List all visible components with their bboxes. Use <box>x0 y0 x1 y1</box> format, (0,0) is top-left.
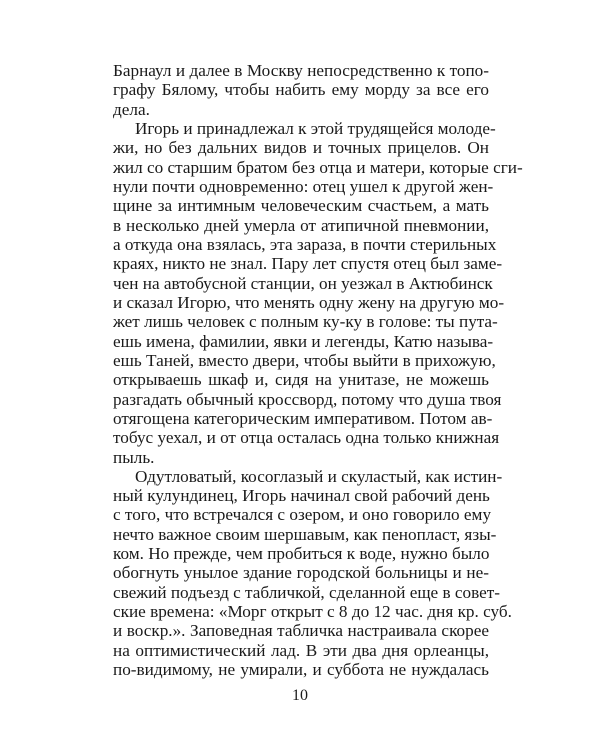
text-line: Одутловатый, косоглазый и скуластый, как истин- <box>135 466 503 486</box>
text-line: и воскр.». Заповедная табличка настраивала скорее <box>113 621 489 641</box>
text-line: дела. <box>113 99 150 119</box>
text-line: тобус уехал, и от отца осталась одна только книжная <box>113 428 500 448</box>
page-number: 10 <box>292 687 308 704</box>
text-line: в несколько дней умерла от атипичной пневмонии, <box>113 215 489 235</box>
text-line: жи, но без дальних видов и точных прицелов. Он <box>113 138 489 158</box>
text-line: с того, что встречался с озером, и оно говорило ему <box>113 505 492 525</box>
text-line: краях, никто не знал. Пару лет спустя отец был заме- <box>113 254 503 274</box>
text-line: свежий подъезд с табличкой, сделанной еще в совет- <box>113 582 500 602</box>
text-line: а откуда она взялась, эта зараза, в почти стерильных <box>113 234 497 254</box>
text-line: ком. Но прежде, чем пробиться к воде, нужно было <box>113 544 490 564</box>
text-line: Барнаул и далее в Москву непосредственно к топо- <box>113 61 489 80</box>
text-line: ешь Таней, вместо двери, чтобы выйти в прихожую, <box>113 350 496 370</box>
text-line: обогнуть унылое здание городской больницы и не- <box>113 563 489 583</box>
text-line: графу Бялому, чтобы набить ему морду за все его <box>113 80 489 100</box>
text-line: нечто важное своим шершавым, как пенопласт, язы- <box>113 524 497 544</box>
text-line: жил со старшим братом без отца и матери, которые сги- <box>113 157 523 177</box>
text-line: по-видимому, не умирали, и суббота не нуждалась <box>113 660 489 679</box>
text-line: ешь имена, фамилии, явки и легенды, Катю называ- <box>113 331 494 351</box>
text-line: и сказал Игорю, что менять одну жену на другую мо- <box>113 292 505 312</box>
text-line: на оптимистический лад. В эти два дня орлеанцы, <box>113 640 489 660</box>
text-line: ские времена: «Морг открыт с 8 до 12 час. дня кр. суб. <box>113 602 512 621</box>
text-line: щине за интимным человеческим счастьем, а мать <box>113 196 489 216</box>
text-line: Игорь и принадлежал к этой трудящейся молоде- <box>135 119 496 138</box>
text-line: чен на автобусной станции, он уезжал в Актюбинск <box>113 273 493 293</box>
text-line: нули почти одновременно: отец ушел к другой жен- <box>113 176 494 196</box>
text-line: жет лишь человек с полным ку-ку в голове: ты путa- <box>113 312 498 332</box>
text-line: отягощена категорическим императивом. Потом ав- <box>113 408 493 428</box>
text-line: разгадать обычный кроссворд, потому что душа твоя <box>113 389 502 409</box>
text-line: открываешь шкаф и, сидя на унитазе, не можешь <box>113 370 489 390</box>
text-line: ный кулундинец, Игорь начинал свой рабочий день <box>113 486 490 506</box>
text-line: пыль. <box>113 447 155 467</box>
